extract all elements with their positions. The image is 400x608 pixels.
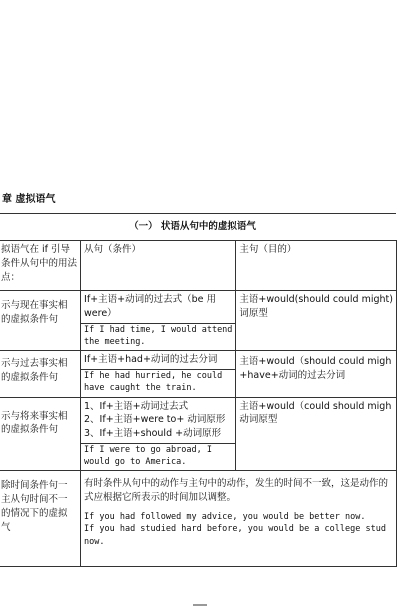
row-main-cell	[236, 351, 397, 397]
example-line: If he had hurried, he could	[84, 370, 223, 381]
row-label-cell	[0, 397, 81, 471]
clause-formula-line: were）	[84, 307, 117, 319]
row-label-line: 除时间条件句一	[1, 480, 68, 492]
example-line: If you had studied hard before, you would be a college stud	[84, 524, 386, 535]
row-label-line: 示与现在事实相	[1, 300, 68, 311]
row-label-line: 主从句时间不一	[1, 494, 68, 506]
row-label-cell	[0, 291, 81, 351]
row-label-line: 的虚拟条件句	[1, 371, 59, 383]
row-label-cell	[0, 351, 81, 397]
row-clause-cell	[81, 291, 236, 351]
table-caption-row	[0, 214, 396, 241]
main-formula-line: +have+动词的过去分词	[239, 369, 346, 381]
conditional-table	[0, 213, 397, 567]
row-label-line: 气	[1, 521, 11, 533]
row-main-cell	[236, 291, 397, 351]
example-line: If I had time, I would attend	[84, 324, 233, 335]
example-line: have caught the train.	[84, 383, 197, 394]
header-main-cell: 主句（目的）	[236, 241, 397, 291]
example-line: the meeting.	[84, 336, 146, 347]
header-usage-line: 条件从句中的用法	[1, 257, 78, 269]
header-usage-line: 点：	[1, 271, 21, 283]
page-footer-mark	[193, 604, 207, 606]
example-line: If you had followed my advice, you would be better now.	[84, 512, 366, 522]
row-label-line: 示与将来事实相	[1, 410, 68, 422]
clause-formula-line: 1、If+主语+动词过去式	[84, 400, 189, 412]
example-line: would go to America.	[84, 457, 187, 468]
example-line: now.	[84, 536, 105, 547]
main-formula-line: 主语+would(should could might)	[239, 294, 393, 305]
clause-formula-line: If+主语+动词的过去式（be 用	[84, 294, 216, 305]
chapter-title: 章 虚拟语气	[2, 194, 56, 205]
row-clause-cell	[81, 397, 236, 471]
main-formula-line: 主语+would（should could migh	[239, 356, 392, 368]
clause-formula-line: 2、If+主语+were to+ 动词原形	[84, 414, 226, 426]
header-usage-cell	[0, 241, 81, 291]
example-line: If I were to go abroad, I	[84, 444, 212, 455]
clause-example	[81, 443, 235, 469]
row-label-line: 的虚拟条件句	[1, 313, 59, 325]
main-formula-line: 主语+would（could should migh	[239, 400, 392, 412]
clause-example	[81, 323, 235, 349]
description-line: 有时条件从句中的动作与主句中的动作，发生的时间不一致，这是动作的	[84, 478, 389, 490]
main-formula-line: 动词原型	[239, 414, 278, 426]
main-formula-line: 词原型	[239, 307, 268, 319]
table-row	[0, 291, 396, 351]
row-label-line: 的情况下的虚拟	[1, 508, 68, 519]
clause-formula-line: If+主语+had+动词的过去分词	[84, 354, 218, 366]
table-row	[0, 471, 396, 567]
row-clause-cell	[81, 351, 236, 397]
clause-example	[81, 369, 235, 395]
row-main-cell	[236, 397, 397, 471]
row-label-line: 示与过去事实相	[1, 358, 68, 370]
header-clause-cell: 从句（条件）	[81, 241, 236, 291]
row-label-cell	[0, 471, 81, 567]
header-usage-line: 拟语气在 if 引导	[1, 244, 71, 255]
section-title: （一） 状语从句中的虚拟语气	[0, 214, 396, 241]
table-row	[0, 351, 396, 397]
description-line: 式应根据它所表示的时间加以调整。	[84, 492, 237, 504]
mixed-description-cell	[81, 471, 397, 567]
clause-formula-line: 3、If+主语+should +动词原形	[84, 428, 222, 440]
row-label-line: 的虚拟条件句	[1, 424, 59, 436]
table-header-row	[0, 241, 396, 291]
table-row	[0, 397, 396, 471]
